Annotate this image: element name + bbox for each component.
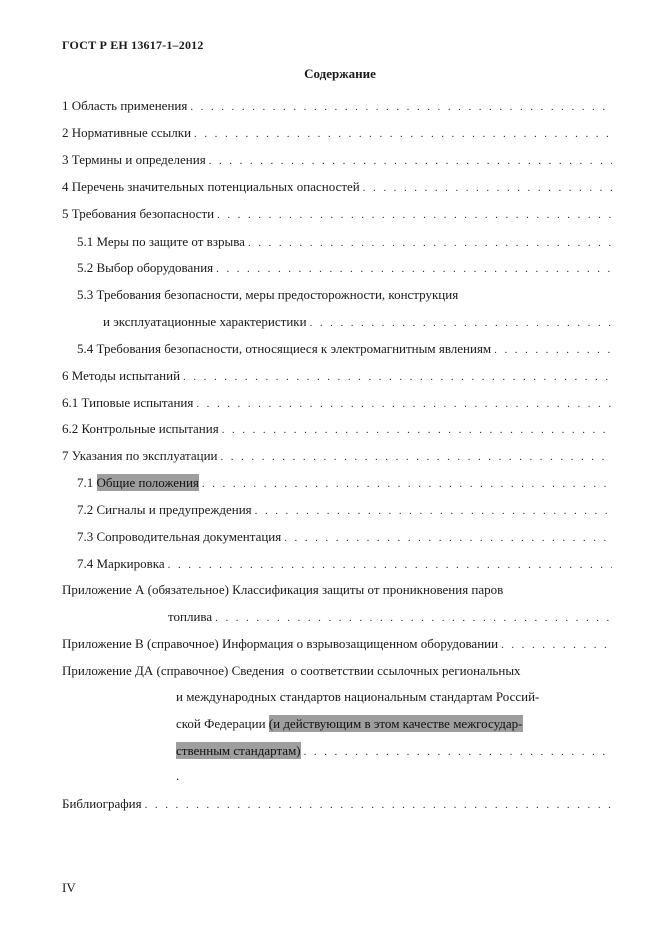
dot-leader [217, 207, 612, 224]
dot-leader [145, 797, 612, 814]
dot-leader [501, 637, 612, 654]
toc-entry-7[interactable] [62, 447, 612, 466]
toc-entry-appendix-a-text: Приложение А (обязательное) Классификация защиты от проникновения паров [62, 582, 504, 597]
toc-entry-5-4[interactable] [77, 340, 612, 359]
dot-leader [248, 235, 612, 252]
toc-entry-7-2[interactable] [77, 501, 612, 520]
toc-entry-7-3[interactable] [77, 528, 612, 547]
toc-entry-bibliography[interactable] [62, 795, 612, 814]
toc-entry-6-2[interactable] [62, 420, 612, 439]
toc-entry-5-3-cont[interactable] [103, 313, 612, 332]
toc-entry-appendix-da-cont-2-highlighted: (и действующим в этом качестве межгосудар- [268, 716, 523, 731]
toc-entry-5-1-text: 5.1 Меры по защите от взрыва [77, 234, 245, 249]
toc-entry-5-4-text: 5.4 Требования безопасности, относящиеся к электромагнитным явлениям [77, 341, 492, 356]
toc-entry-appendix-da-cont-3[interactable] [176, 742, 612, 761]
toc-entry-5-3[interactable] [77, 286, 612, 303]
toc-entry-4-text: 4 Перечень значительных потенциальных опасностей [62, 179, 360, 194]
toc-entry-appendix-b-text: Приложение В (справочное) Информация о взрывозащищенном оборудовании [62, 636, 499, 651]
dot-leader [255, 503, 612, 520]
toc-entry-appendix-a[interactable] [62, 581, 612, 598]
toc-entry-bibliography-text: Библиография [62, 796, 142, 811]
toc-entry-5[interactable] [62, 205, 612, 224]
toc-entry-appendix-da-cont-2[interactable] [176, 715, 612, 732]
page-number: IV [62, 880, 76, 895]
dot-leader [221, 449, 613, 466]
toc-entry-7-4-text: 7.4 Маркировка [77, 556, 165, 571]
toc-entry-5-3-cont-text: и эксплуатационные характеристики [103, 314, 307, 329]
toc-entry-7-1-number: 7.1 [77, 475, 97, 490]
dot-leader [216, 261, 612, 278]
toc-entry-5-2-text: 5.2 Выбор оборудования [77, 260, 214, 275]
dot-leader [194, 126, 612, 143]
toc-entry-6-1[interactable] [62, 394, 612, 413]
toc-entry-5-3-text: 5.3 Требования безопасности, меры предосторожности, конструкция [77, 287, 459, 302]
toc-entry-appendix-da-cont-4-text: . [176, 768, 180, 783]
toc-entry-5-text: 5 Требования безопасности [62, 206, 215, 221]
toc-entry-6-2-text: 6.2 Контрольные испытания [62, 421, 219, 436]
toc-entry-2-text: 2 Нормативные ссылки [62, 125, 192, 140]
toc-entry-appendix-da-cont-1[interactable] [176, 688, 612, 705]
toc-entry-6[interactable] [62, 367, 612, 386]
document-code: ГОСТ Р ЕН 13617-1–2012 [62, 38, 204, 52]
dot-leader [202, 476, 612, 493]
dot-leader [363, 180, 612, 197]
toc-entry-appendix-da-cont-2-text: ской Федерации [176, 716, 269, 731]
toc-entry-3-text: 3 Термины и определения [62, 152, 206, 167]
dot-leader [209, 153, 612, 170]
toc-entry-appendix-a-cont[interactable] [168, 608, 612, 627]
toc-entry-3[interactable] [62, 151, 612, 170]
dot-leader [494, 342, 612, 359]
dot-leader [304, 744, 612, 761]
toc-entry-7-1[interactable] [77, 474, 612, 493]
toc-title: Содержание [304, 66, 376, 81]
toc-entry-5-2[interactable] [77, 259, 612, 278]
toc-entry-7-3-text: 7.3 Сопроводительная документация [77, 529, 282, 544]
toc-entry-appendix-da-text: Приложение ДА (справочное) Сведения о соответствии ссылочных региональных [62, 663, 521, 678]
toc-entry-5-1[interactable] [77, 233, 612, 252]
dot-leader [222, 422, 612, 439]
toc-entry-6-1-text: 6.1 Типовые испытания [62, 395, 194, 410]
toc-entry-appendix-da[interactable] [62, 662, 612, 679]
dot-leader [284, 530, 612, 547]
dot-leader [310, 315, 612, 332]
toc-entry-7-text: 7 Указания по эксплуатации [62, 448, 218, 463]
dot-leader [196, 396, 612, 413]
dot-leader [183, 369, 612, 386]
toc-entry-appendix-b[interactable] [62, 635, 612, 654]
toc-entry-appendix-da-cont-4[interactable] [176, 767, 196, 784]
toc-entry-4[interactable] [62, 178, 612, 197]
dot-leader [168, 557, 612, 574]
toc-entry-7-1-highlighted-text: Общие положения [96, 475, 199, 490]
toc-entry-appendix-a-cont-text: топлива [168, 609, 213, 624]
toc-entry-appendix-da-cont-1-text: и международных стандартов национальным стандартам Россий- [176, 689, 540, 704]
dot-leader [215, 610, 612, 627]
toc-entry-6-text: 6 Методы испытаний [62, 368, 181, 383]
toc-entry-1[interactable] [62, 97, 612, 116]
toc-entry-1-text: 1 Область применения [62, 98, 188, 113]
toc-entry-7-2-text: 7.2 Сигналы и предупреждения [77, 502, 252, 517]
toc-entry-appendix-da-cont-3-highlighted: ственным стандартам) [176, 743, 301, 758]
dot-leader [190, 99, 612, 116]
toc-entry-2[interactable] [62, 124, 612, 143]
toc-entry-7-4[interactable] [77, 555, 612, 574]
